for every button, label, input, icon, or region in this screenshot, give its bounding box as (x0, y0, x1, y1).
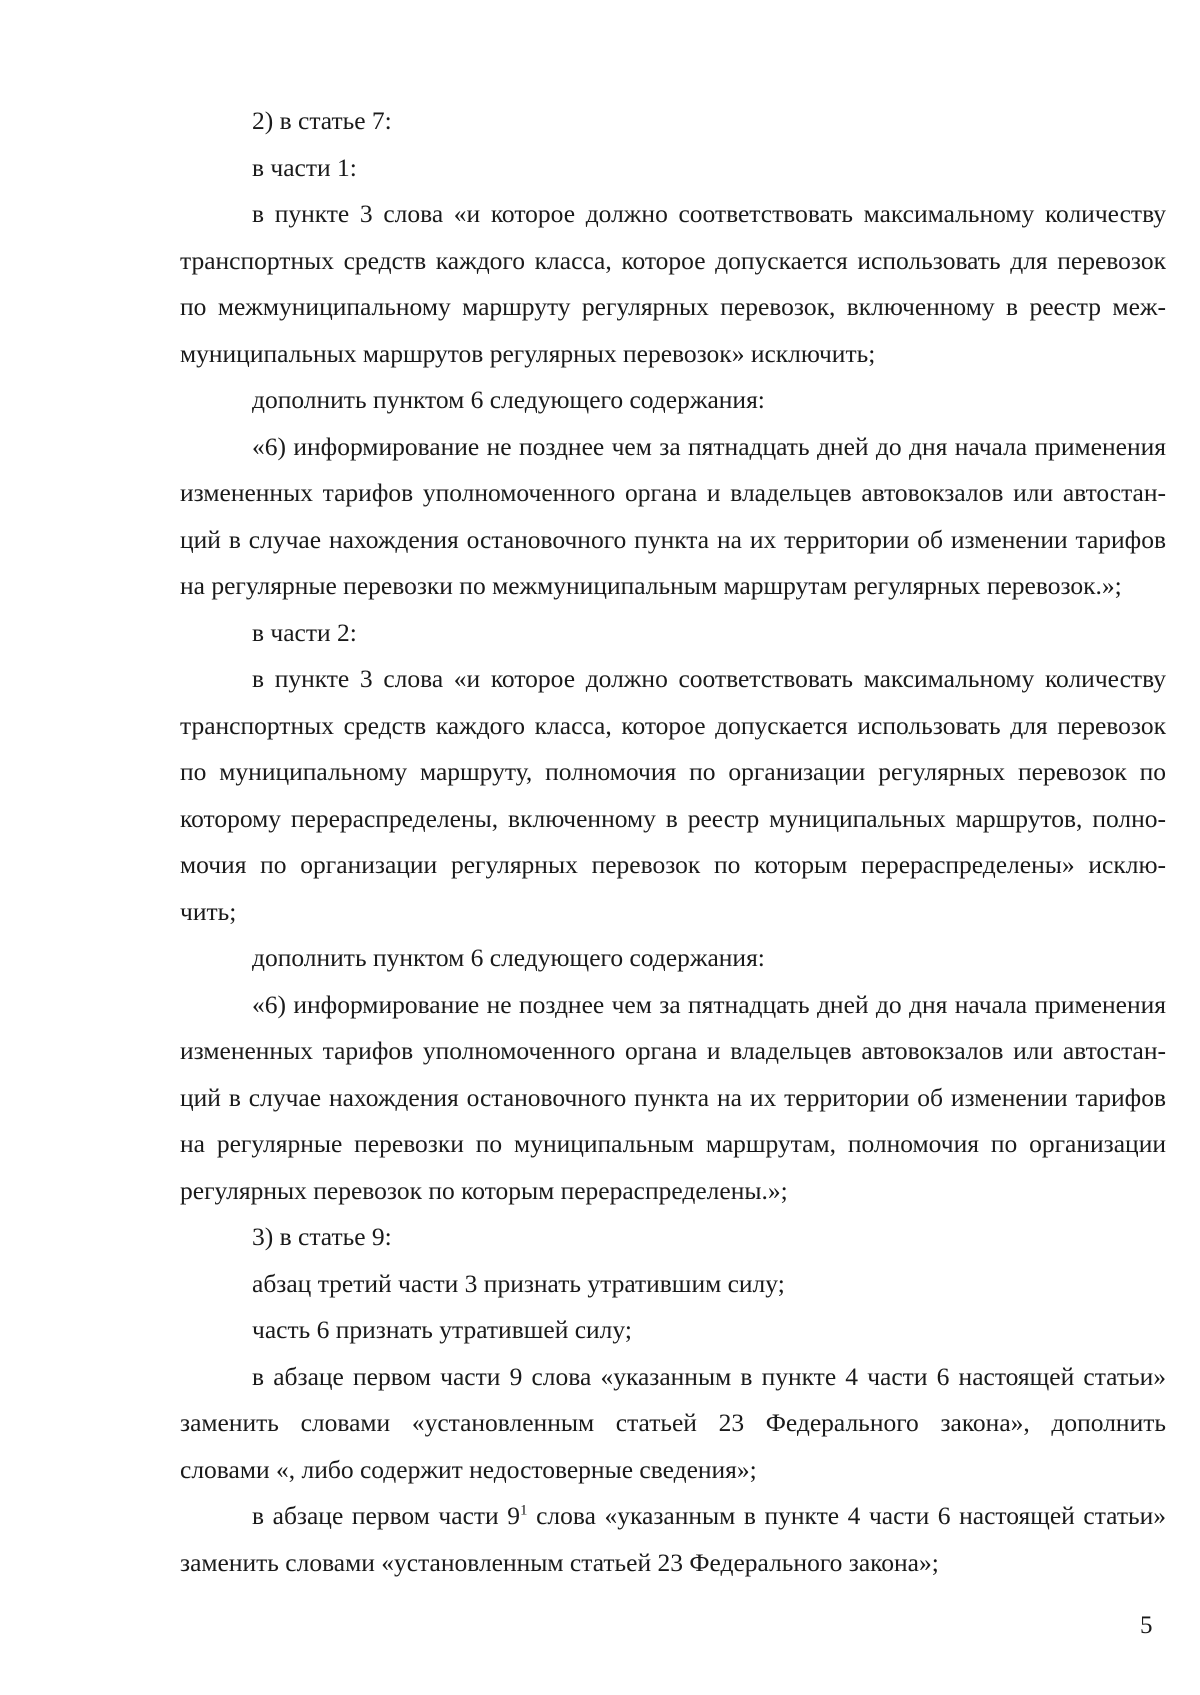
text-line: дополнить пунктом 6 следующего содержания: (252, 385, 765, 414)
page-number: 5 (1140, 1612, 1153, 1639)
text-line: «6) информирование не позднее чем за пятнадцать дней до дня начала применения (252, 989, 1166, 1019)
document-body (180, 98, 1166, 1586)
superscript-index: 1 (520, 1502, 528, 1519)
text-line: в пункте 3 слова «и которое должно соответствовать максимальному количеству (252, 199, 1166, 228)
text-line: регулярных перевозок по которым перераспределены.»; (180, 1175, 788, 1205)
text-line: заменить словами «установленным статьей 23 Федерального закона»; (180, 1547, 939, 1577)
text-segment: в абзаце первом части 9 (252, 1501, 521, 1530)
text-line: словами «, либо содержит недостоверные сведения»; (180, 1454, 757, 1484)
text-line: по межмуниципальному маршруту регулярных перевозок, включенному в реестр меж- (180, 292, 1166, 321)
text-line: которому перераспределены, включенному в реестр муниципальных маршрутов, полно- (180, 803, 1166, 833)
text-line: чить; (180, 896, 237, 926)
text-line: часть 6 признать утратившей силу; (252, 1315, 632, 1344)
text-line: в части 2: (252, 617, 357, 647)
text-line: на регулярные перевозки по муниципальным маршрутам, полномочия по организации (180, 1129, 1166, 1158)
text-line: дополнить пунктом 6 следующего содержания: (252, 943, 765, 972)
text-line: заменить словами «установленным статьей 23 Федерального закона», дополнить (180, 1408, 1166, 1437)
text-line: ций в случае нахождения остановочного пункта на их территории об изменении тарифов (180, 1082, 1166, 1112)
text-line: ций в случае нахождения остановочного пункта на их территории об изменении тарифов (180, 524, 1166, 554)
text-line: «6) информирование не позднее чем за пятнадцать дней до дня начала применения (252, 431, 1166, 461)
text-line: муниципальных маршрутов регулярных перевозок» исключить; (180, 338, 876, 368)
text-line: 2) в статье 7: (252, 106, 392, 135)
text-line: транспортных средств каждого класса, которое допускается использовать для перевозок (180, 245, 1166, 275)
text-line: мочия по организации регулярных перевозок по которым перераспределены» исклю- (180, 850, 1166, 879)
text-line: в части 1: (252, 152, 357, 182)
text-line: на регулярные перевозки по межмуниципальным маршрутам регулярных перевозок.»; (180, 571, 1122, 600)
text-line-with-superscript (180, 1493, 1166, 1540)
text-line: измененных тарифов уполномоченного органа и владельцев автовокзалов или автостан- (180, 478, 1166, 507)
text-line: в абзаце первом части 9 слова «указанным в пункте 4 части 6 настоящей статьи» (252, 1361, 1166, 1391)
text-line: в пункте 3 слова «и которое должно соответствовать максимальному количеству (252, 664, 1166, 693)
text-line: измененных тарифов уполномоченного органа и владельцев автовокзалов или автостан- (180, 1036, 1166, 1065)
text-segment: слова «указанным в пункте 4 части 6 настоящей статьи» (527, 1501, 1166, 1530)
text-line: транспортных средств каждого класса, которое допускается использовать для перевозок (180, 710, 1166, 740)
text-line: 3) в статье 9: (252, 1222, 392, 1251)
text-line: по муниципальному маршруту, полномочия по организации регулярных перевозок по (180, 757, 1166, 786)
text-line: абзац третий части 3 признать утратившим силу; (252, 1268, 785, 1298)
